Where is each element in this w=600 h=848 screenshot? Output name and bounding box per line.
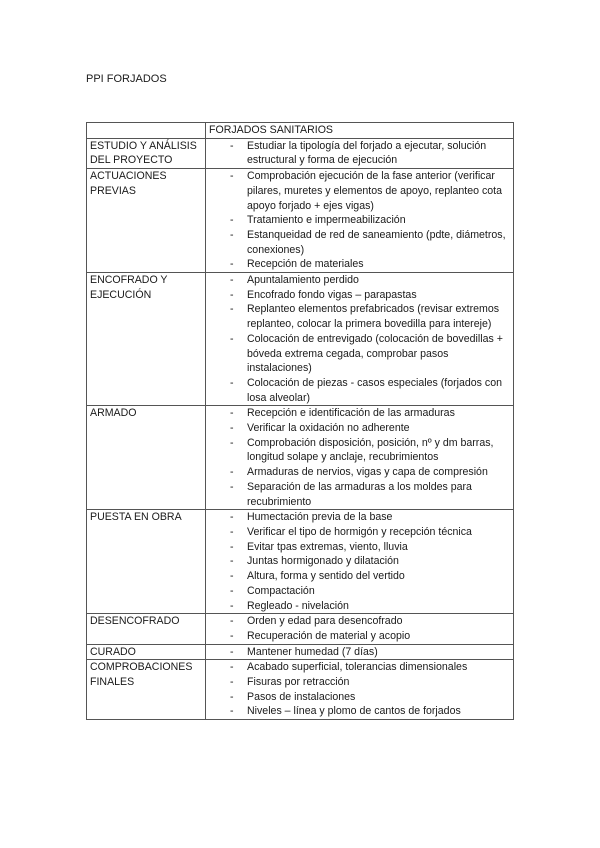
list-item: - Regleado - nivelación — [209, 599, 510, 614]
check-list — [209, 273, 510, 405]
list-item: - Orden y edad para desencofrado — [209, 614, 510, 629]
list-item: - Separación de las armaduras a los moldes para recubrimiento — [209, 480, 510, 509]
list-item: - Recuperación de material y acopio — [209, 629, 510, 644]
phase-cell: DESENCOFRADO — [87, 614, 206, 644]
header-cell-title: FORJADOS SANITARIOS — [206, 123, 514, 139]
document-title: PPI FORJADOS — [86, 73, 167, 85]
list-item: - Apuntalamiento perdido — [209, 273, 510, 288]
phase-cell: ENCOFRADO Y EJECUCIÓN — [87, 273, 206, 406]
phase-cell: ARMADO — [87, 406, 206, 510]
list-item: - Mantener humedad (7 días) — [209, 645, 510, 660]
list-item: - Acabado superficial, tolerancias dimensionales — [209, 660, 510, 675]
list-item: - Estanqueidad de red de saneamiento (pdte, diámetros, conexiones) — [209, 228, 510, 257]
list-item: - Juntas hormigonado y dilatación — [209, 554, 510, 569]
checks-cell — [206, 644, 514, 660]
list-item: - Tratamiento e impermeabilización — [209, 213, 510, 228]
phase-cell: CURADO — [87, 644, 206, 660]
phase-cell: PUESTA EN OBRA — [87, 510, 206, 614]
list-item: - Verificar el tipo de hormigón y recepción técnica — [209, 525, 510, 540]
list-item: - Comprobación ejecución de la fase anterior (verificar pilares, muretes y elementos de apoyo, replanteo cota apoyo forjado + ejes vigas) — [209, 169, 510, 213]
list-item: - Fisuras por retracción — [209, 675, 510, 690]
checks-cell — [206, 660, 514, 720]
list-item: - Recepción de materiales — [209, 257, 510, 272]
table-row — [87, 644, 514, 660]
list-item: - Armaduras de nervios, vigas y capa de compresión — [209, 465, 510, 480]
phase-cell: COMPROBACIONES FINALES — [87, 660, 206, 720]
check-list — [209, 645, 510, 660]
list-item: - Estudiar la tipología del forjado a ejecutar, solución estructural y forma de ejecución — [209, 139, 510, 168]
list-item: - Compactación — [209, 584, 510, 599]
table-row — [87, 510, 514, 614]
header-cell-empty — [87, 123, 206, 139]
table-row — [87, 614, 514, 644]
check-list — [209, 139, 510, 168]
table-header-row — [87, 123, 514, 139]
checks-cell — [206, 510, 514, 614]
list-item: - Recepción e identificación de las armaduras — [209, 406, 510, 421]
table-row — [87, 169, 514, 273]
list-item: - Humectación previa de la base — [209, 510, 510, 525]
check-list — [209, 510, 510, 613]
phase-cell: ESTUDIO Y ANÁLISIS DEL PROYECTO — [87, 138, 206, 168]
list-item: - Encofrado fondo vigas – parapastas — [209, 288, 510, 303]
list-item: - Evitar tpas extremas, viento, lluvia — [209, 540, 510, 555]
checks-cell — [206, 169, 514, 273]
list-item: - Colocación de entrevigado (colocación de bovedillas + bóveda extrema cegada, comprobar pasos instalaciones) — [209, 332, 510, 376]
checks-cell — [206, 614, 514, 644]
table-row — [87, 660, 514, 720]
table-row — [87, 406, 514, 510]
checks-cell — [206, 406, 514, 510]
checks-cell — [206, 138, 514, 168]
check-list — [209, 614, 510, 643]
table-row — [87, 138, 514, 168]
phase-cell: ACTUACIONES PREVIAS — [87, 169, 206, 273]
table-row — [87, 273, 514, 406]
list-item: - Replanteo elementos prefabricados (revisar extremos replanteo, colocar la primera bovedilla para intereje) — [209, 302, 510, 331]
list-item: - Comprobación disposición, posición, nº y dm barras, longitud solape y anclaje, recubrimientos — [209, 436, 510, 465]
list-item: - Niveles – línea y plomo de cantos de forjados — [209, 704, 510, 719]
list-item: - Colocación de piezas - casos especiales (forjados con losa alveolar) — [209, 376, 510, 405]
list-item: - Pasos de instalaciones — [209, 690, 510, 705]
check-list — [209, 169, 510, 272]
checks-cell — [206, 273, 514, 406]
list-item: - Altura, forma y sentido del vertido — [209, 569, 510, 584]
list-item: - Verificar la oxidación no adherente — [209, 421, 510, 436]
ppi-table — [86, 122, 514, 720]
check-list — [209, 660, 510, 719]
check-list — [209, 406, 510, 509]
